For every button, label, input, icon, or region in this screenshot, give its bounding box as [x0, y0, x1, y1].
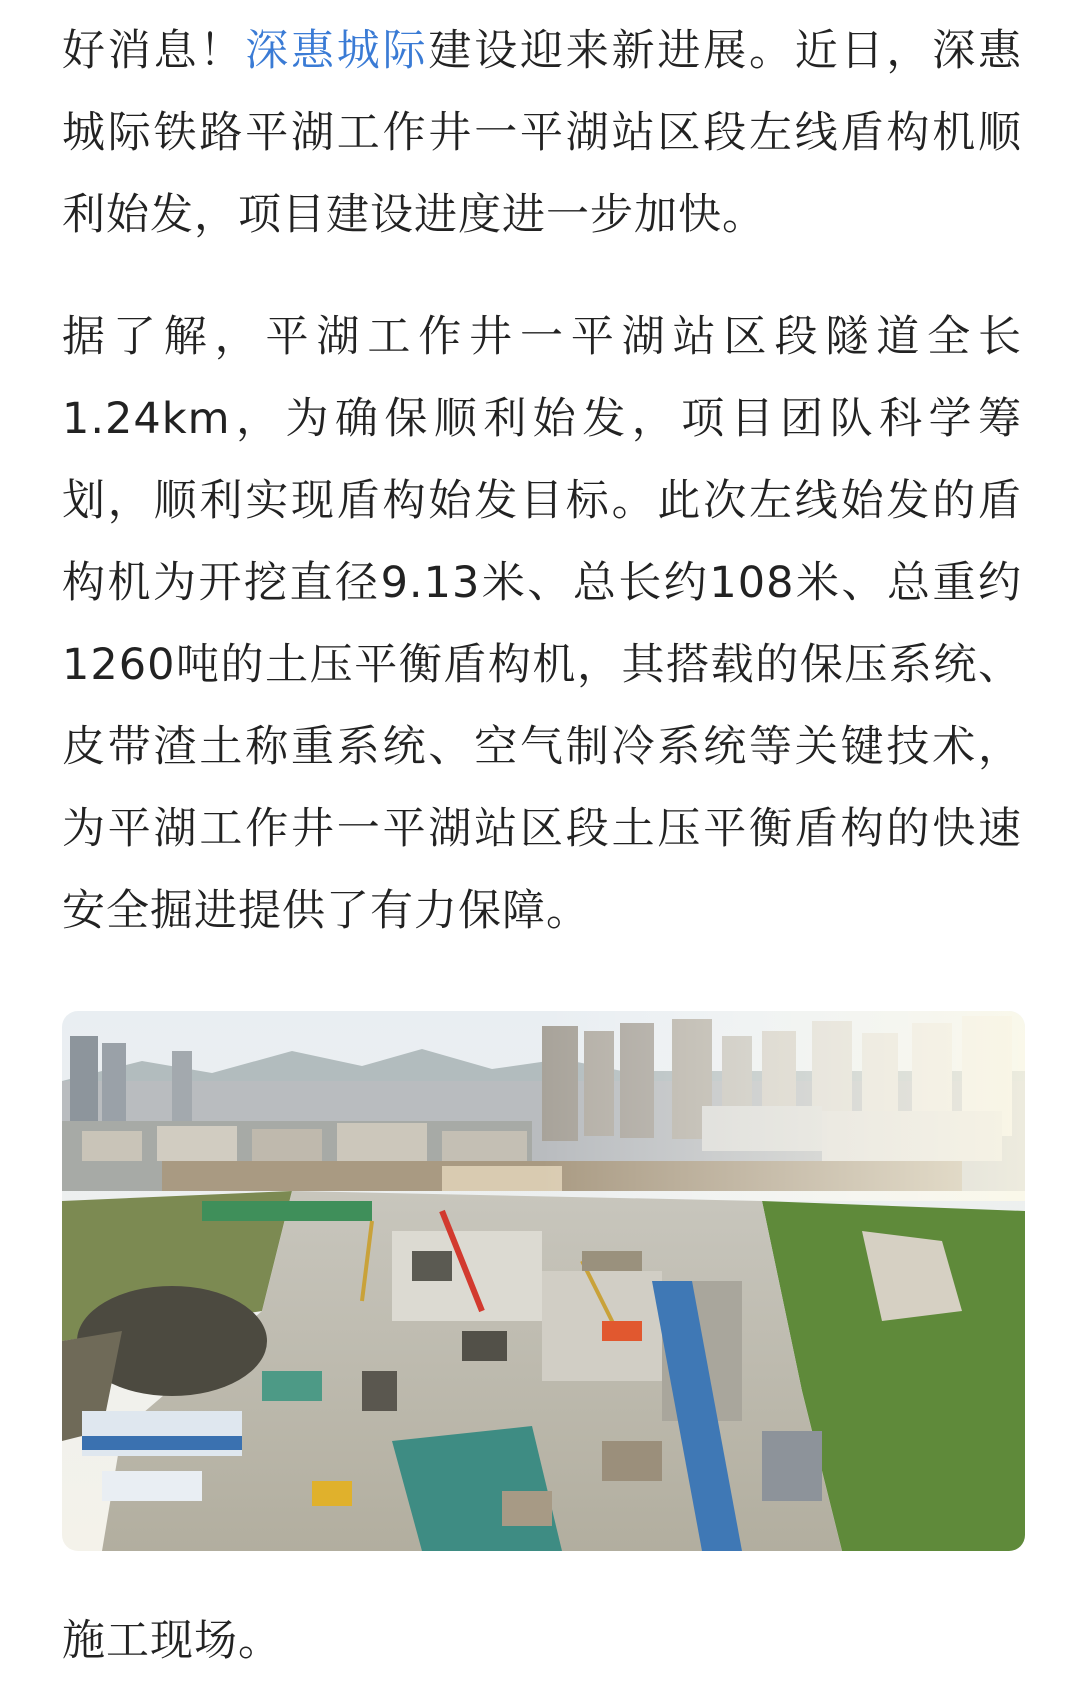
intro-text: 好消息！ [62, 26, 246, 76]
construction-site-photo[interactable] [62, 1011, 1025, 1551]
photo-caption: 施工现场。 [62, 1616, 282, 1666]
paragraph-intro [62, 10, 1022, 256]
paragraph-details: 据了解，平湖工作井一平湖站区段隧道全长1.24km，为确保顺利始发，项目团队科学筹划，顺利实现盾构始发目标。此次左线始发的盾构机为开挖直径9.13米、总长约108米、总重约1260吨的土压平衡盾构机，其搭载的保压系统、皮带渣土称重系统、空气制冷系统等关键技术，为平湖工作井一平湖站区段土压平衡盾构的快速安全掘进提供了有力保障。 [62, 312, 1022, 936]
shenhui-intercity-link[interactable]: 深惠城际 [245, 26, 429, 76]
intro-text-continued: 建设迎来新进展。近日，深惠城际铁路平湖工作井一平湖站区段左线盾构机顺利始发，项目建设进度进一步加快。 [62, 26, 1023, 240]
article-body [62, 10, 1022, 952]
